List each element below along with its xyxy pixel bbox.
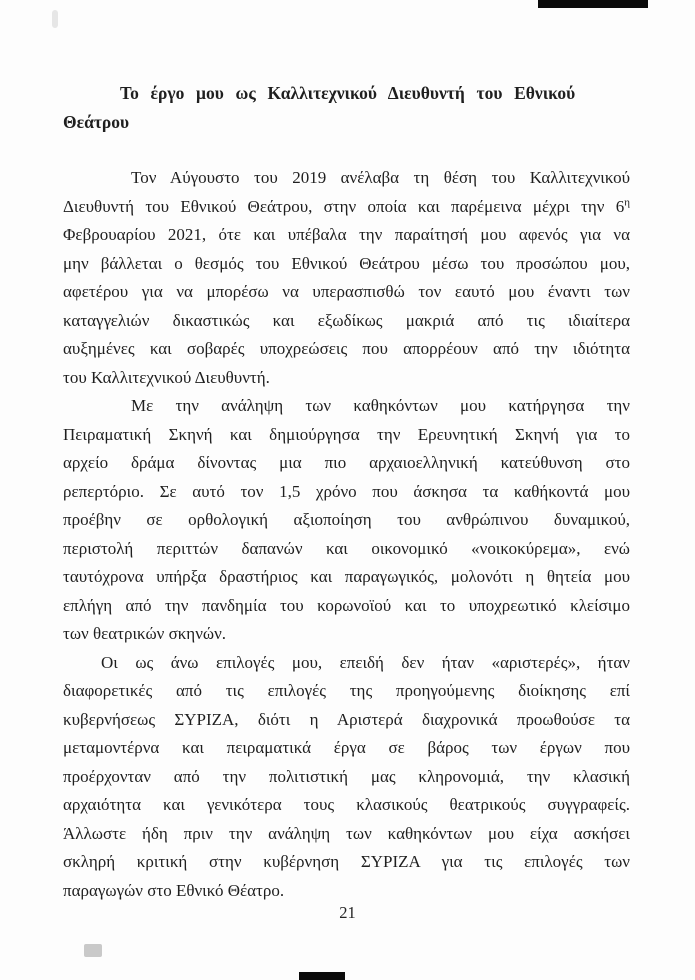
paragraph-1 xyxy=(63,164,630,392)
scan-artifact-top-left xyxy=(52,10,58,28)
text-line: παραγωγών στο Εθνικό Θέατρο. xyxy=(63,880,285,900)
scan-artifact-bottom-left xyxy=(84,944,102,957)
text-line: προέβην σε ορθολογική αξιοποίηση του ανθρώπινου δυναμικού, xyxy=(63,510,630,529)
page-number: 21 xyxy=(339,903,356,922)
text-line: Άλλωστε ήδη πριν την ανάληψη των καθηκόντων μου είχα ασκήσει xyxy=(63,823,630,843)
text-line: επλήγη από την πανδημία του κορωνοϊού και το υποχρεωτικό κλείσιμο xyxy=(63,595,630,615)
document-title-line1: Το έργο μου ως Καλλιτεχνικού Διευθυντή του Εθνικού xyxy=(120,83,576,103)
text-line: Φεβρουαρίου 2021, ότε και υπέβαλα την παραίτησή μου αφενός για να xyxy=(63,225,630,244)
text-line: αυξημένες και σοβαρές υποχρεώσεις που απορρέουν από την ιδιότητα xyxy=(63,339,630,358)
text-line: κυβερνήσεως ΣΥΡΙΖΑ, διότι η Αριστερά διαχρονικά προωθούσε τα xyxy=(63,709,630,729)
text-line: προέρχονταν από την πολιτιστική μας κληρονομιά, την κλασική xyxy=(63,766,630,786)
text-line: αφετέρου για να μπορέσω να υπερασπισθώ τον εαυτό μου έναντι των xyxy=(63,282,630,301)
text-line: μην βάλλεται ο θεσμός του Εθνικού Θεάτρου μέσω του προσώπου μου, xyxy=(63,253,630,273)
scan-artifact-top-right xyxy=(538,0,648,8)
text-line: καταγγελιών δικαστικώς και εξωδίκως μακριά από τις ιδιαίτερα xyxy=(63,310,630,330)
text-line: περιστολή περιττών δαπανών και οικονομικό «νοικοκύρεμα», ενώ xyxy=(63,538,630,558)
scan-artifact-bottom-center xyxy=(299,972,345,980)
text-line: αρχαιότητα και γενικότερα τους κλασικούς θεατρικούς συγγραφείς. xyxy=(63,795,630,814)
paragraph-2 xyxy=(63,392,630,649)
text-line: σκληρή κριτική στην κυβέρνηση ΣΥΡΙΖΑ για τις επιλογές των xyxy=(63,852,630,871)
text-line xyxy=(63,193,630,222)
text-line: διαφορετικές από τις επιλογές της προηγούμενης διοίκησης επί xyxy=(63,681,630,700)
text-line: Οι ως άνω επιλογές μου, επειδή δεν ήταν «αριστερές», ήταν xyxy=(101,652,630,672)
paragraph-3 xyxy=(63,649,630,906)
text-line: των θεατρικών σκηνών. xyxy=(63,624,227,643)
text-line: αρχείο δράμα δίνοντας μια πιο αρχαιοελληνική κατεύθυνση στο xyxy=(63,453,630,472)
text-line: Πειραματική Σκηνή και δημιούργησα την Ερευνητική Σκηνή για το xyxy=(63,424,630,444)
document-body xyxy=(63,79,630,905)
document-title-line2: Θεάτρου xyxy=(63,111,130,132)
text-line: του Καλλιτεχνικού Διευθυντή. xyxy=(63,367,270,387)
text-line: μεταμοντέρνα και πειραματικά έργα σε βάρος των έργων που xyxy=(63,738,630,757)
document-title xyxy=(63,79,630,136)
text-line: Τον Αύγουστο του 2019 ανέλαβα τη θέση του Καλλιτεχνικού xyxy=(131,168,630,187)
text-line: ρεπερτόριο. Σε αυτό τον 1,5 χρόνο που άσκησα τα καθήκοντά μου xyxy=(63,481,630,501)
superscript-ordinal: η xyxy=(624,195,630,208)
text-line: Με την ανάληψη των καθηκόντων μου κατήργησα την xyxy=(131,396,630,415)
text-line: ταυτόχρονα υπήρξα δραστήριος και παραγωγικός, μολονότι η θητεία μου xyxy=(63,567,630,586)
text-line-main: Διευθυντή του Εθνικού Θεάτρου, στην οποία και παρέμεινα μέχρι την 6 xyxy=(63,196,625,216)
